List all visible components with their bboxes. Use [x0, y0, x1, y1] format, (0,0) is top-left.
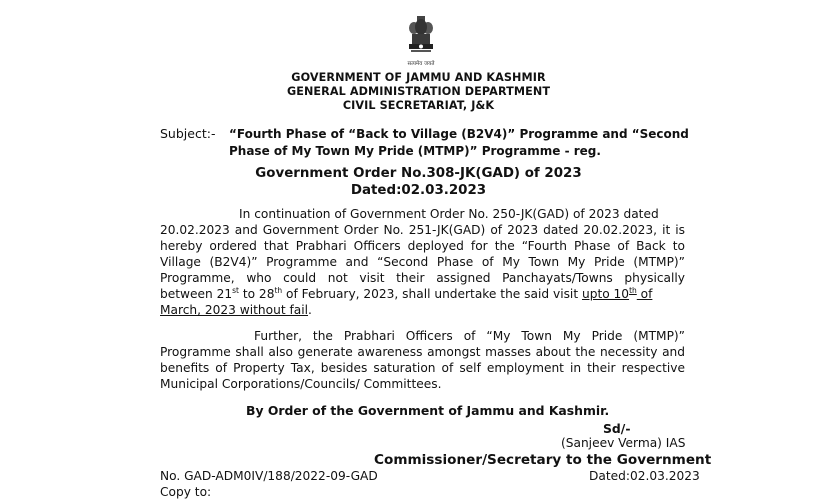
subject-line-1: “Fourth Phase of “Back to Village (B2V4)” Programme and “Second	[229, 127, 689, 141]
para1-line: hereby ordered that Prabhari Officers deployed for the “Fourth Phase of Back to	[160, 239, 685, 253]
reference-date: Dated:02.03.2023	[589, 469, 700, 483]
para1-text: .	[308, 303, 312, 317]
deadline-underlined: upto 10	[581, 287, 630, 301]
para1-line: 20.02.2023 and Government Order No. 251-JK(GAD) of 2023 dated 20.02.2023, it is	[160, 223, 685, 237]
state-emblem-icon	[403, 14, 439, 64]
subject-line-2: Phase of My Town My Pride (MTMP)” Programme - reg.	[229, 144, 601, 158]
para2-line: Municipal Corporations/Councils/ Committees.	[160, 377, 442, 391]
para1-line	[160, 286, 685, 302]
emblem-motto: सत्यमेव जयते	[407, 61, 435, 67]
ordinal-suffix: th	[274, 286, 283, 295]
copy-to-label: Copy to:	[160, 485, 212, 499]
order-date: Dated:02.03.2023	[350, 183, 487, 198]
ordinal-suffix: th	[629, 286, 637, 295]
para2-line: benefits of Property Tax, besides saturation of self employment in their respective	[160, 361, 685, 375]
reference-number: No. GAD-ADM0IV/188/2022-09-GAD	[160, 469, 378, 483]
order-number: Government Order No.308-JK(GAD) of 2023	[255, 166, 582, 181]
para2-line: Programme shall also generate awareness amongst masses about the necessity and	[160, 345, 685, 359]
header-government: GOVERNMENT OF JAMMU AND KASHMIR	[291, 71, 546, 84]
para1-line: Village (B2V4)” Programme and “Second Phase of My Town My Pride (MTMP)”	[160, 255, 685, 269]
para2-line: Further, the Prabhari Officers of “My Town My Pride (MTMP)”	[254, 329, 685, 343]
header-department: GENERAL ADMINISTRATION DEPARTMENT	[286, 85, 551, 98]
para1-text: to 28	[238, 287, 275, 301]
signatory-title: Commissioner/Secretary to the Government	[374, 452, 712, 468]
ordinal-suffix: st	[232, 286, 239, 295]
para1-text: of February, 2023, shall undertake the said visit	[282, 287, 582, 301]
para1-text: between 21	[160, 287, 233, 301]
deadline-underlined: of	[636, 287, 653, 301]
signatory-name: (Sanjeev Verma) IAS	[561, 436, 686, 450]
deadline-underlined: March, 2023 without fail	[160, 303, 309, 317]
para1-line: In continuation of Government Order No. 250-JK(GAD) of 2023 dated	[239, 207, 659, 221]
header-secretariat: CIVIL SECRETARIAT, J&K	[342, 99, 495, 112]
signature-sd: Sd/-	[603, 421, 631, 436]
subject-label: Subject:-	[160, 126, 216, 141]
by-order-line: By Order of the Government of Jammu and Kashmir.	[246, 403, 610, 418]
para1-line	[160, 302, 685, 318]
para1-line: Programme, who could not visit their assigned Panchayats/Towns physically	[160, 271, 685, 285]
